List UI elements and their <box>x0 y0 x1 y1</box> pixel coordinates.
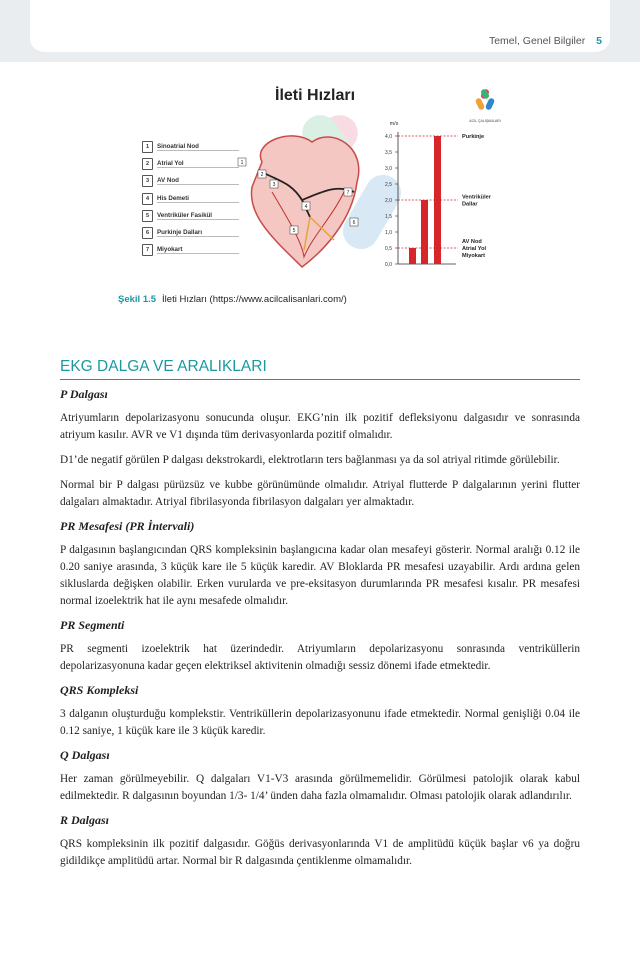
paragraph: P dalgasının başlangıcından QRS kompleksinin başlangıcına kadar olan mesafeyi gösterir. Normal aralığı 0.12 ile 0.20 saniye arasında, 3 küçük kare ile 5 küçük karedir. AV Bloklarda PR mesafesi uzayabilir. Ardı ardına gelen sikluslarda değişken olabilir. Erken vurularda ve pre-eksitasyon durumlarında PR mesafesi kısalır. PR mesafesi normal izoelektrik hat ile aynı mesafede olmalıdır. <box>60 544 580 607</box>
heart-marker: 3 <box>272 182 276 188</box>
heart-marker: 4 <box>304 204 308 210</box>
legend-number: 1 <box>142 141 153 153</box>
caption-number: Şekil 1.5 <box>118 294 157 305</box>
legend-number: 7 <box>142 244 153 256</box>
legend-label: His Demeti <box>157 195 239 203</box>
legend-label: Atrial Yol <box>157 160 239 168</box>
legend-label: Purkinje Dalları <box>157 229 239 237</box>
section-title: EKG DALGA VE ARALIKLARI <box>60 358 580 380</box>
page-number: 5 <box>596 35 602 47</box>
subheading-q-dalgasi: Q Dalgası <box>60 748 110 762</box>
chart-annotation: Dallar <box>462 201 478 208</box>
chart-tick-label: 0,5 <box>385 246 392 252</box>
chart-tick-label: 0,0 <box>385 262 392 268</box>
subheading-r-dalgasi: R Dalgası <box>60 813 110 827</box>
legend-label: Ventriküler Fasikül <box>157 212 239 220</box>
chart-tick-label: 3,5 <box>385 150 392 156</box>
heart-marker: 7 <box>346 190 350 196</box>
chart-annotation: Purkinje <box>462 134 485 140</box>
subheading-p-dalgasi: P Dalgası <box>60 387 108 401</box>
logo-text: ACİL ÇALIŞANLARI <box>469 119 501 123</box>
paragraph: 3 dalganın oluşturduğu komplekstir. Ventriküllerin depolarizasyonunu ifade etmektedir. Normal genişliği 0.04 ile 0.12 saniye, 1 küçük kare ile 3 küçük karedir. <box>60 708 580 737</box>
velocity-bar-chart <box>130 82 530 292</box>
section-content <box>60 387 580 878</box>
running-header <box>489 35 602 47</box>
paragraph: Her zaman görülmeyebilir. Q dalgaları V1-V3 arasında görülmemelidir. Görülmesi patolojik olarak kabul edilmektedir. R dalgasının boyundan 1/3- 1/4’ ünden daha fazla olmamalıdır. Olması patolojik olarak adlandırılır. <box>60 773 580 802</box>
heart-marker: 5 <box>292 228 296 234</box>
running-title: Temel, Genel Bilgiler <box>488 35 586 47</box>
paragraph: QRS kompleksinin ilk pozitif dalgasıdır. Göğüs derivasyonlarında V1 de amplitüdü küçük başlar v6 ya doğru gidildikçe amplitüdü artar. Normal bir R dalgasında çentiklenme olmamalıdır. <box>60 838 580 867</box>
chart-tick-label: 4,0 <box>385 134 392 140</box>
chart-tick-label: 2,0 <box>385 198 392 204</box>
chart-tick-label: 1,0 <box>385 230 392 236</box>
paragraph: Atriyumların depolarizasyonu sonucunda oluşur. EKG’nin ilk pozitif defleksiyonu dalgasıdır ve sonrasında atriyum kasılır. AVR ve V1 dışında tüm derivasyonlarda pozitif olmalıdır. <box>60 412 580 441</box>
subheading-pr-mesafesi: PR Mesafesi (PR İntervali) <box>60 519 195 533</box>
legend-number: 3 <box>142 175 153 187</box>
paragraph: D1’de negatif görülen P dalgası dekstrokardi, elektrotların ters bağlanması ya da sol atriyal ritimde görülebilir. <box>60 454 560 466</box>
subheading-pr-segmenti: PR Segmenti <box>60 618 125 632</box>
legend-number: 6 <box>142 227 153 239</box>
chart-annotation: Atrial Yol <box>462 246 487 252</box>
heart-marker: 2 <box>260 172 264 178</box>
chart-ylabel: m/s <box>389 121 399 127</box>
legend-number: 5 <box>142 210 153 222</box>
legend-number: 4 <box>142 193 153 205</box>
paragraph: PR segmenti izoelektrik hat üzerindedir. Atriyumların depolarizasyonu sonrasında ventriküllerin depolarizasyonuna kadar geçen elektriksel aktivitenin olmadığı sessiz dönemi ifade etmektedir. <box>60 643 580 672</box>
legend-label: AV Nod <box>157 177 239 185</box>
subheading-qrs-kompleksi: QRS Kompleksi <box>60 683 139 697</box>
chart-bar <box>421 200 428 264</box>
chart-annotation: Miyokart <box>462 253 486 259</box>
chart-tick-label: 3,0 <box>385 166 392 172</box>
figure-title: İleti Hızları <box>275 87 356 104</box>
chart-annotation: AV Nod <box>462 239 482 245</box>
legend-label: Sinoatrial Nod <box>157 143 239 151</box>
legend-number: 2 <box>142 158 153 170</box>
chart-bar <box>409 248 416 264</box>
chart-tick-label: 2,5 <box>385 182 392 188</box>
chart-tick-label: 1,5 <box>385 214 392 220</box>
figure-caption <box>118 294 347 305</box>
paragraph: Normal bir P dalgası pürüzsüz ve kubbe görünümünde olmalıdır. Atriyal flutterde P dalgalarının yerini flutter dalgaları almaktadır. Atriyal fibrilasyonda fibrilasyon dalgaları yer almaktadır. <box>60 479 580 508</box>
legend-label: Miyokart <box>157 246 239 254</box>
heart-marker: 1 <box>240 160 244 166</box>
caption-text: İleti Hızları (https://www.acilcalisanlari.com/) <box>162 294 347 305</box>
conduction-velocity-figure <box>130 82 530 292</box>
heart-marker: 6 <box>352 220 356 226</box>
chart-annotation: Ventriküler <box>462 194 491 201</box>
